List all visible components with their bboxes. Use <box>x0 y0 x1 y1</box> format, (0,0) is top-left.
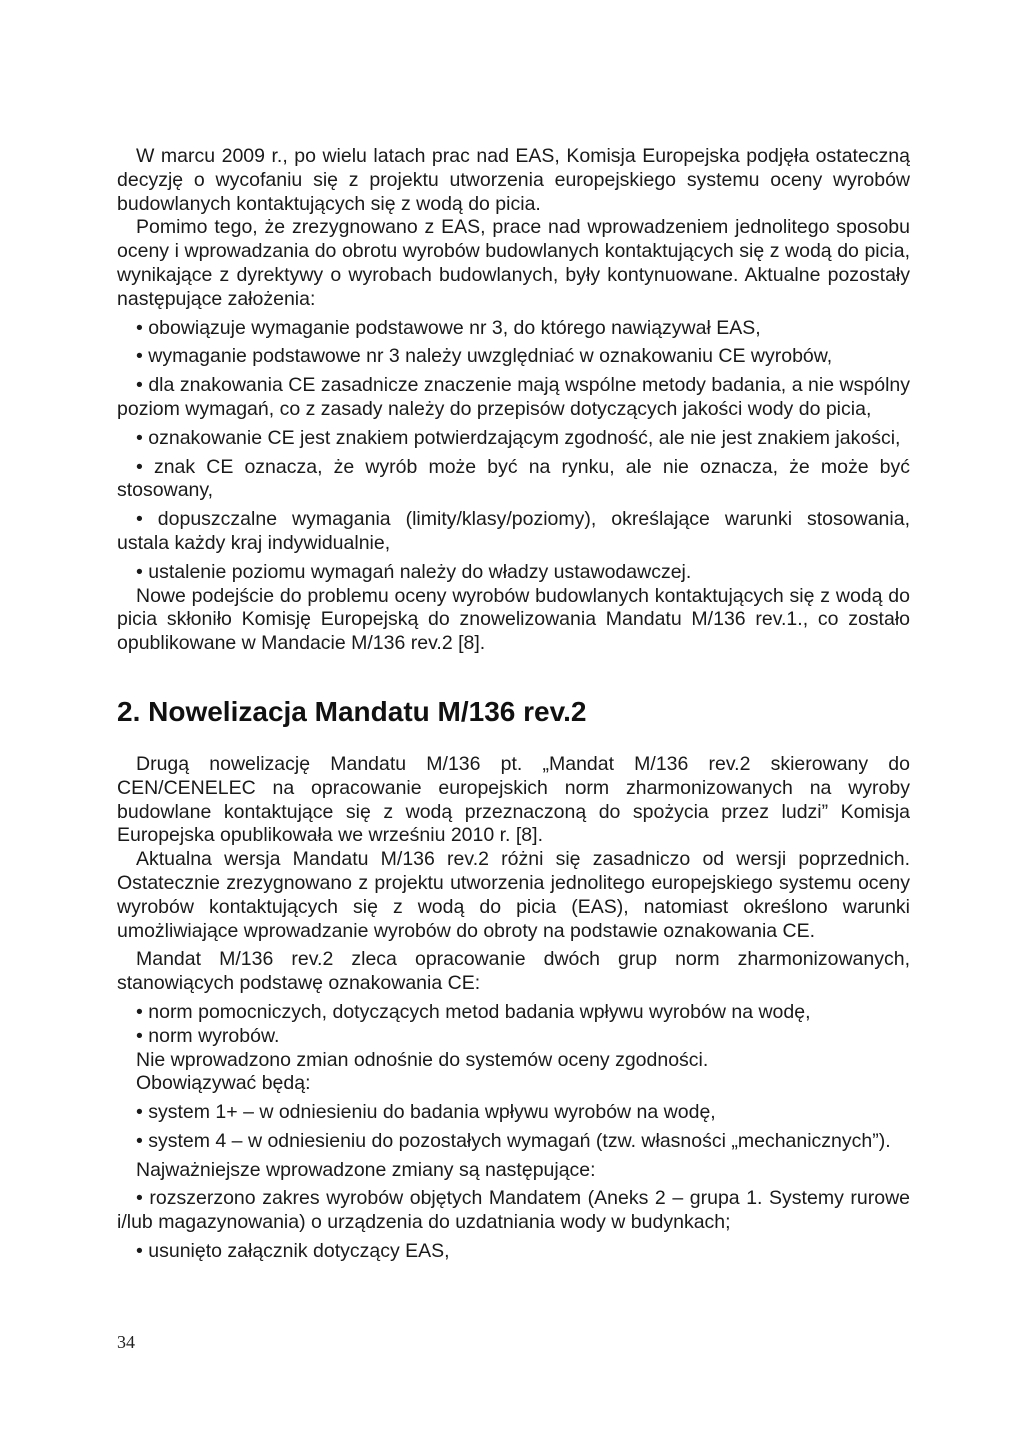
section-heading: 2. Nowelizacja Mandatu M/136 rev.2 <box>117 695 587 727</box>
bullet-item: • oznakowanie CE jest znakiem potwierdzającym zgodność, ale nie jest znakiem jakości, <box>117 427 910 451</box>
bullet-item: • wymaganie podstawowe nr 3 należy uwzględniać w oznakowaniu CE wyrobów, <box>117 345 910 369</box>
bullet-item: • dopuszczalne wymagania (limity/klasy/poziomy), określające warunki stosowania, ustala każdy kraj indywidualnie, <box>117 508 910 556</box>
page-content <box>117 145 910 1264</box>
bullet-item: • system 1+ – w odniesieniu do badania wpływu wyrobów na wodę, <box>117 1101 910 1125</box>
paragraph: Najważniejsze wprowadzone zmiany są następujące: <box>136 1158 596 1181</box>
paragraph: Nowe podejście do problemu oceny wyrobów budowlanych kontaktujących się z wodą do picia skłoniło Komisję Europejską do znowelizowania Mandatu M/136 rev.1., co zostało opublikowane w Mandacie M/136 rev.2 [8]. <box>117 584 910 655</box>
bullet-item: • norm pomocniczych, dotyczących metod badania wpływu wyrobów na wodę, <box>117 1001 910 1025</box>
paragraph: Drugą nowelizację Mandatu M/136 pt. „Mandat M/136 rev.2 skierowany do CEN/CENELEC na opracowanie europejskich norm zharmonizowanych na wyroby budowlane kontaktujące się z wodą przeznaczoną do spożycia przez ludzi” Komisja Europejska opublikowała we wrześniu 2010 r. [8]. <box>117 752 910 847</box>
bullet-item: • znak CE oznacza, że wyrób może być na rynku, ale nie oznacza, że może być stosowany, <box>117 456 910 504</box>
bullet-item: • usunięto załącznik dotyczący EAS, <box>117 1240 910 1264</box>
bullet-item: • norm wyrobów. <box>117 1025 910 1049</box>
paragraph: Obowiązywać będą: <box>136 1072 311 1095</box>
bullet-item: • obowiązuje wymaganie podstawowe nr 3, do którego nawiązywał EAS, <box>117 317 910 341</box>
paragraph: Mandat M/136 rev.2 zleca opracowanie dwóch grup norm zharmonizowanych, stanowiących podstawę oznakowania CE: <box>117 948 910 995</box>
page-number: 34 <box>117 1332 135 1352</box>
paragraph: W marcu 2009 r., po wielu latach prac nad EAS, Komisja Europejska podjęła ostateczną decyzję o wycofaniu się z projektu utworzenia europejskiego systemu oceny wyrobów budowlanych kontaktujących się z wodą do picia. <box>117 145 910 215</box>
paragraph: Pomimo tego, że zrezygnowano z EAS, prace nad wprowadzeniem jednolitego sposobu oceny i wprowadzania do obrotu wyrobów budowlanych kontaktujących się z wodą do picia, wynikające z dyrektywy o wyrobach budowlanych, były kontynuowane. Aktualne pozostały następujące założenia: <box>117 216 910 310</box>
bullet-item: • rozszerzono zakres wyrobów objętych Mandatem (Aneks 2 – grupa 1. Systemy rurowe i/lub magazynowania) o urządzenia do uzdatniania wody w budynkach; <box>117 1187 910 1235</box>
bullet-item: • ustalenie poziomu wymagań należy do władzy ustawodawczej. <box>117 561 910 585</box>
bullet-item: • system 4 – w odniesieniu do pozostałych wymagań (tzw. własności „mechanicznych”). <box>117 1130 910 1154</box>
paragraph: Nie wprowadzono zmian odnośnie do systemów oceny zgodności. <box>136 1048 709 1071</box>
paragraph: Aktualna wersja Mandatu M/136 rev.2 różni się zasadniczo od wersji poprzednich. Ostatecznie zrezygnowano z projektu utworzenia jednolitego europejskiego systemu oceny wyrobów kontaktujących się z wodą do picia (EAS), natomiast określono warunki umożliwiające wprowadzanie wyrobów do obroty na podstawie oznakowania CE. <box>117 848 910 942</box>
bullet-item: • dla znakowania CE zasadnicze znaczenie mają wspólne metody badania, a nie wspólny poziom wymagań, co z zasady należy do przepisów dotyczących jakości wody do picia, <box>117 374 910 422</box>
